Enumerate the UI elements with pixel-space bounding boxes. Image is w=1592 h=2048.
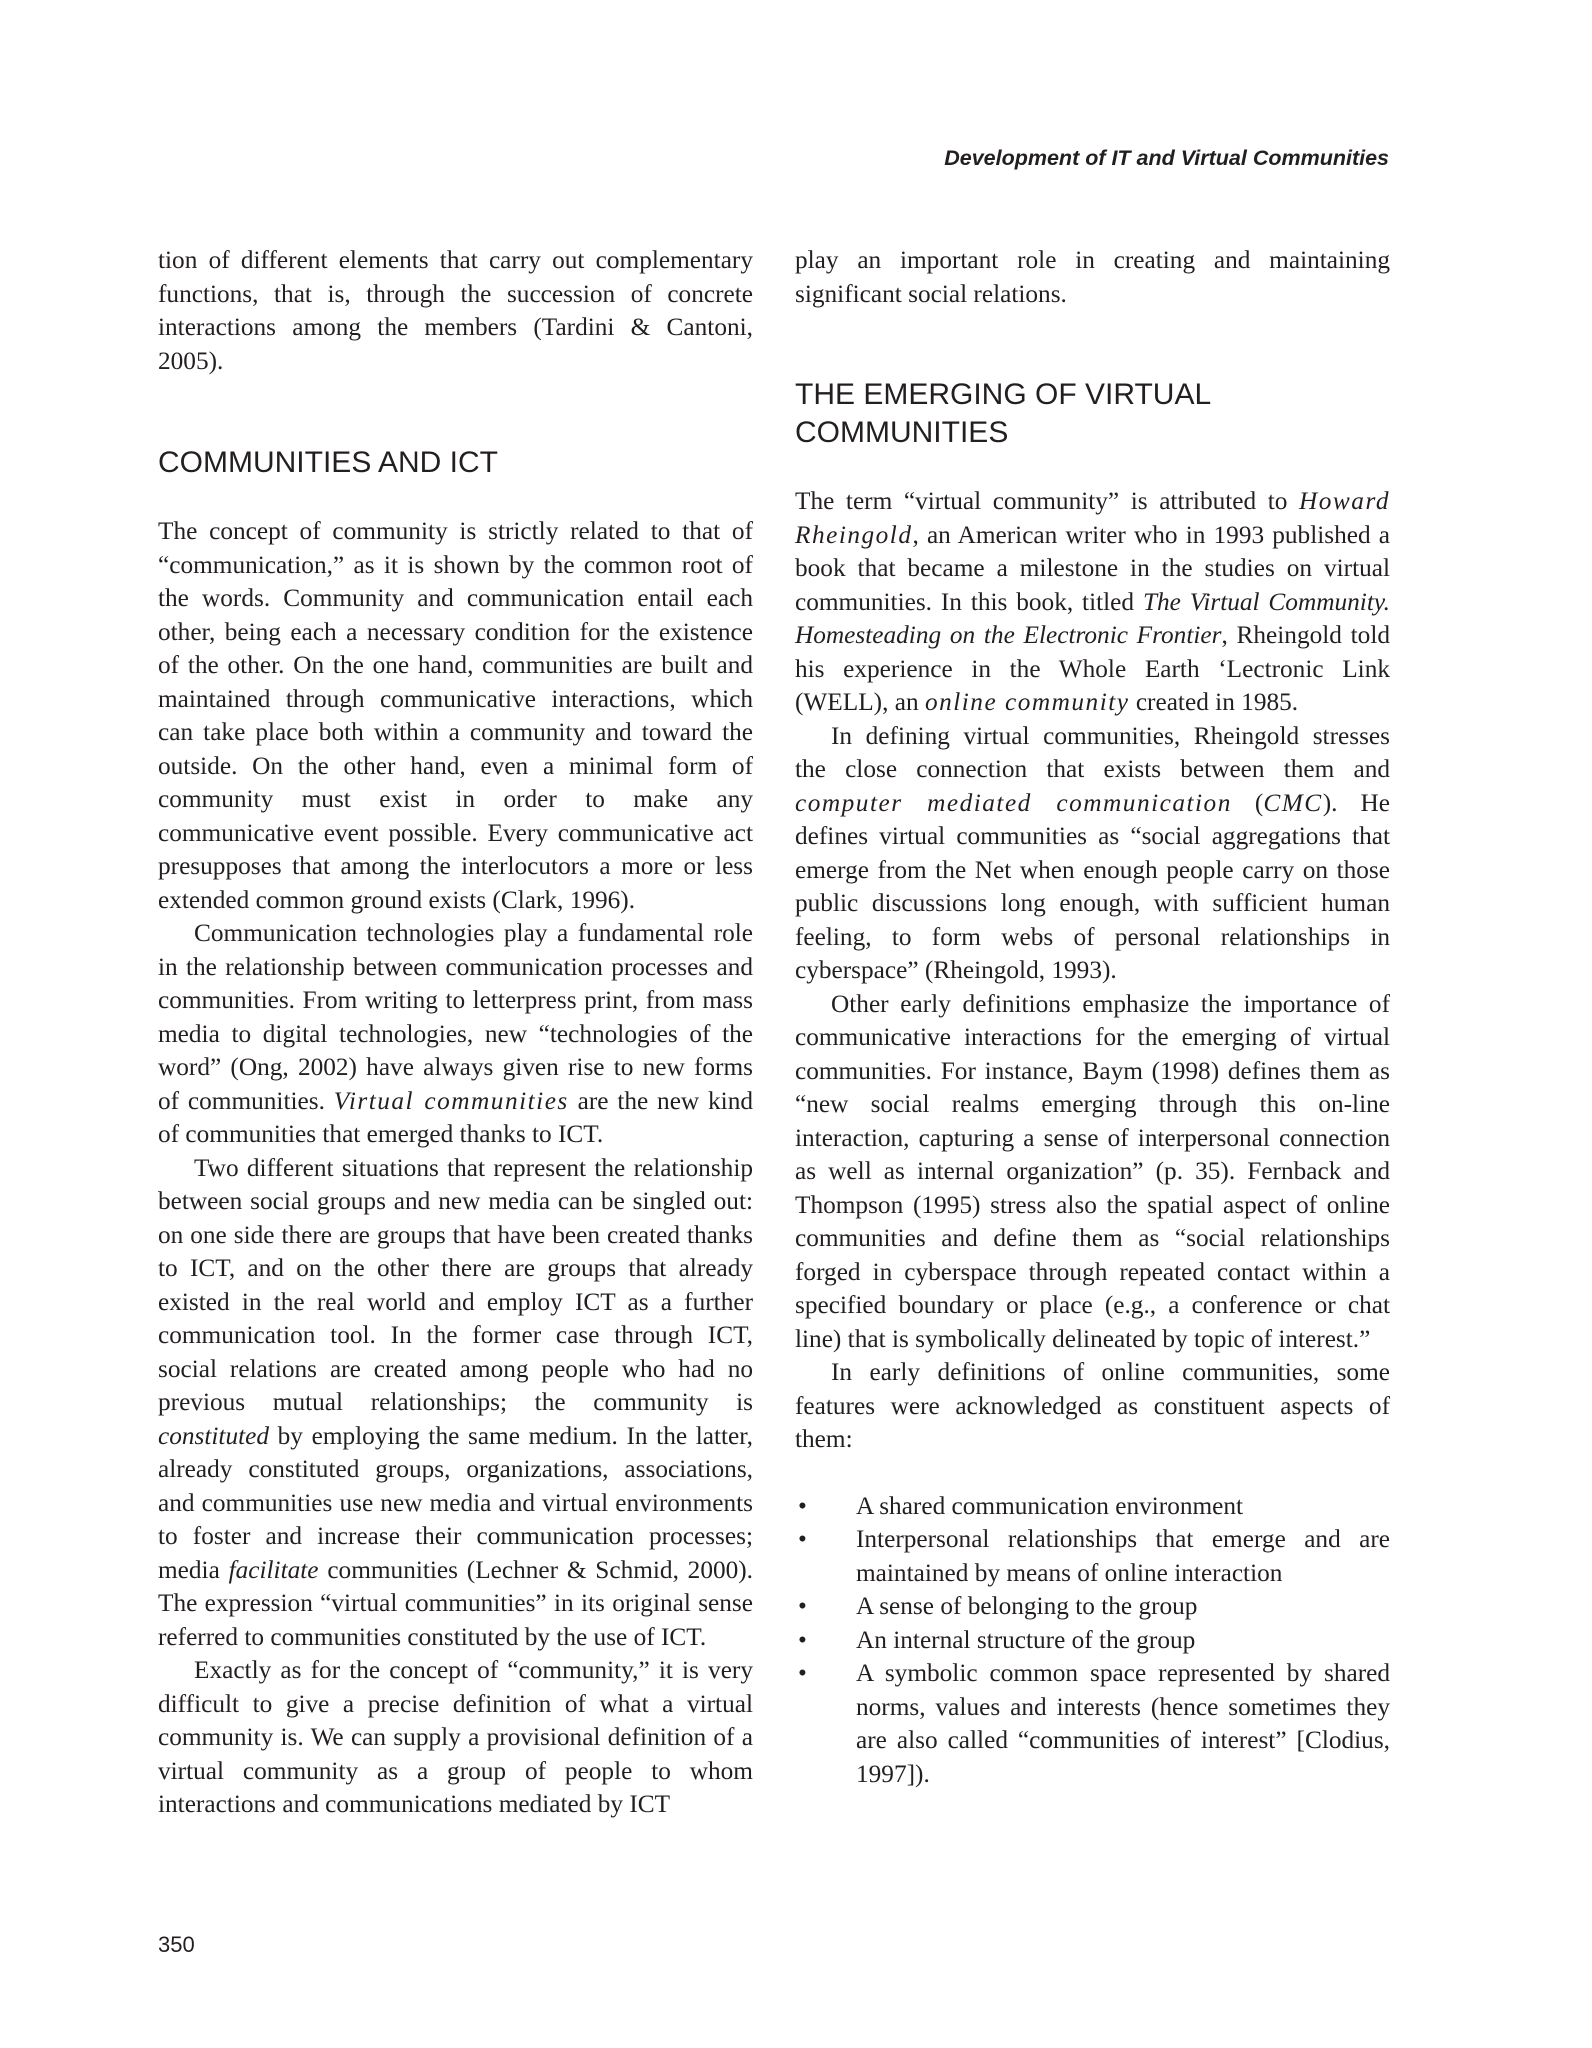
list-item: • An internal structure of the group bbox=[795, 1624, 1390, 1658]
running-header: Development of IT and Virtual Communities bbox=[944, 146, 1389, 170]
paragraph-two-situations bbox=[158, 1152, 753, 1655]
emphasis-online-community: online community bbox=[924, 688, 1130, 716]
paragraph-concept-of-community: The concept of community is strictly related to that of “communication,” as it is shown by the common root of the words. Community and communication entail each other, being each a necessary condition for the existence of the other. On the one hand, communities are built and maintained through communicative interactions, which can take place both within a community and toward the outside. On the other hand, even a minimal form of community must exist in order to make any communicative event possible. Every communicative act presupposes that among the interlocutors a more or less extended common ground exists (Clark, 1996). bbox=[158, 517, 753, 914]
emphasis-book-title: The Virtual Community. Homesteading on the Electronic Frontier bbox=[795, 587, 1391, 649]
text-run: are the new kind of communities that emerged thanks to ICT. bbox=[158, 1086, 754, 1148]
emphasis-constituted: constituted bbox=[158, 1421, 270, 1450]
paragraph-early-definitions-features: In early definitions of online communities, some features were acknowledged as constituent aspects of them: bbox=[795, 1358, 1390, 1453]
text-run: , an American writer who in 1993 published a book that became a milestone in the studies on virtual communities. In this book, titled bbox=[795, 520, 1390, 616]
text-run: In defining virtual communities, Rheingold stresses the close connection that exists between them and bbox=[795, 721, 1390, 783]
emphasis-cmc-full: computer mediated communication bbox=[795, 788, 1232, 817]
emphasis-facilitate: facilitate bbox=[228, 1555, 319, 1584]
emphasis-cmc: CMC bbox=[1263, 788, 1323, 817]
section-heading-emerging-of-virtual-communities: THE EMERGING OF VIRTUAL COMMUNITIES bbox=[795, 378, 1211, 449]
text-run: Communication technologies play a fundamental role in the relationship between communication processes and communities. From writing to letterpress print, from mass media to digital technologies, new “technologies of the word” (Ong, 2002) have always given rise to new forms of communities. bbox=[158, 919, 753, 1115]
list-item: • A symbolic common space represented by shared norms, values and interests (hence sometimes they are also called “communities of interest” [Clodius, 1997]). bbox=[795, 1657, 1390, 1791]
list-item: • A shared communication environment bbox=[795, 1490, 1390, 1524]
text-run: The term “virtual community” is attributed to bbox=[795, 487, 1288, 515]
paragraph-defining-virtual-communities bbox=[795, 720, 1390, 988]
paragraph-term-virtual-community bbox=[795, 485, 1390, 720]
emphasis-virtual-communities: Virtual communities bbox=[333, 1086, 569, 1115]
text-run: by employing the same medium. In the latter, already constituted groups, organizations, associations, and communities use new media and virtual environments to foster and increase their communication processes; media bbox=[158, 1421, 753, 1584]
left-column bbox=[158, 244, 753, 1822]
text-run: ). He defines virtual communities as “social aggregations that emerge from the Net when enough people carry on those public discussions long enough, with sufficient human feeling, to form webs of personal relationships in cyberspace” (Rheingold, 1993). bbox=[795, 788, 1390, 984]
text-run: Two different situations that represent the relationship between social groups and new media can be singled out: on one side there are groups that have been created thanks to ICT, and on the other there are groups that already existed in the real world and employ ICT as a further communication tool. In the former case through ICT, social relations are created among people who had no previous mutual relationships; the community is bbox=[158, 1153, 753, 1416]
paragraph-communication-technologies bbox=[158, 917, 753, 1152]
text-run: ( bbox=[1254, 788, 1264, 817]
paragraph-continued: tion of different elements that carry out complementary functions, that is, through the succession of concrete interactions among the members (Tardini & Cantoni, 2005). bbox=[158, 246, 753, 375]
paragraph-exactly-as: Exactly as for the concept of “community,” it is very difficult to give a precise definition of what a virtual community is. We can supply a provisional definition of a virtual community as a group of people to whom interactions and communications mediated by ICT bbox=[158, 1656, 753, 1818]
right-column bbox=[795, 244, 1390, 1791]
list-item: • A sense of belonging to the group bbox=[795, 1590, 1390, 1624]
text-run: communities (Lechner & Schmid, 2000). The expression “virtual communities” in its original sense referred to communities constituted by the use of ICT. bbox=[158, 1555, 754, 1651]
page-number: 350 bbox=[158, 1932, 195, 1957]
list-item: • Interpersonal relationships that emerge and are maintained by means of online interaction bbox=[795, 1523, 1390, 1590]
section-heading-communities-and-ict: COMMUNITIES AND ICT bbox=[158, 446, 499, 479]
feature-list bbox=[795, 1490, 1390, 1792]
paragraph-other-early-definitions: Other early definitions emphasize the importance of communicative interactions for the emerging of virtual communities. For instance, Baym (1998) defines them as “new social realms emerging through this on-line interaction, capturing a sense of interpersonal connection as well as internal organization” (p. 35). Fernback and Thompson (1995) stress also the spatial aspect of online communities and define them as “social relationships forged in cyberspace through repeated contact within a specified boundary or place (e.g., a conference or chat line) that is symbolically delineated by topic of interest.” bbox=[795, 989, 1390, 1353]
emphasis-howard-rheingold: Howard Rheingold bbox=[795, 487, 1391, 549]
paragraph-continued-right: play an important role in creating and maintaining significant social relations. bbox=[795, 246, 1390, 308]
text-run: , Rheingold told his experience in the Whole Earth ‘Lectronic Link (WELL), an bbox=[795, 621, 1391, 716]
text-run: created in 1985. bbox=[1135, 688, 1299, 716]
